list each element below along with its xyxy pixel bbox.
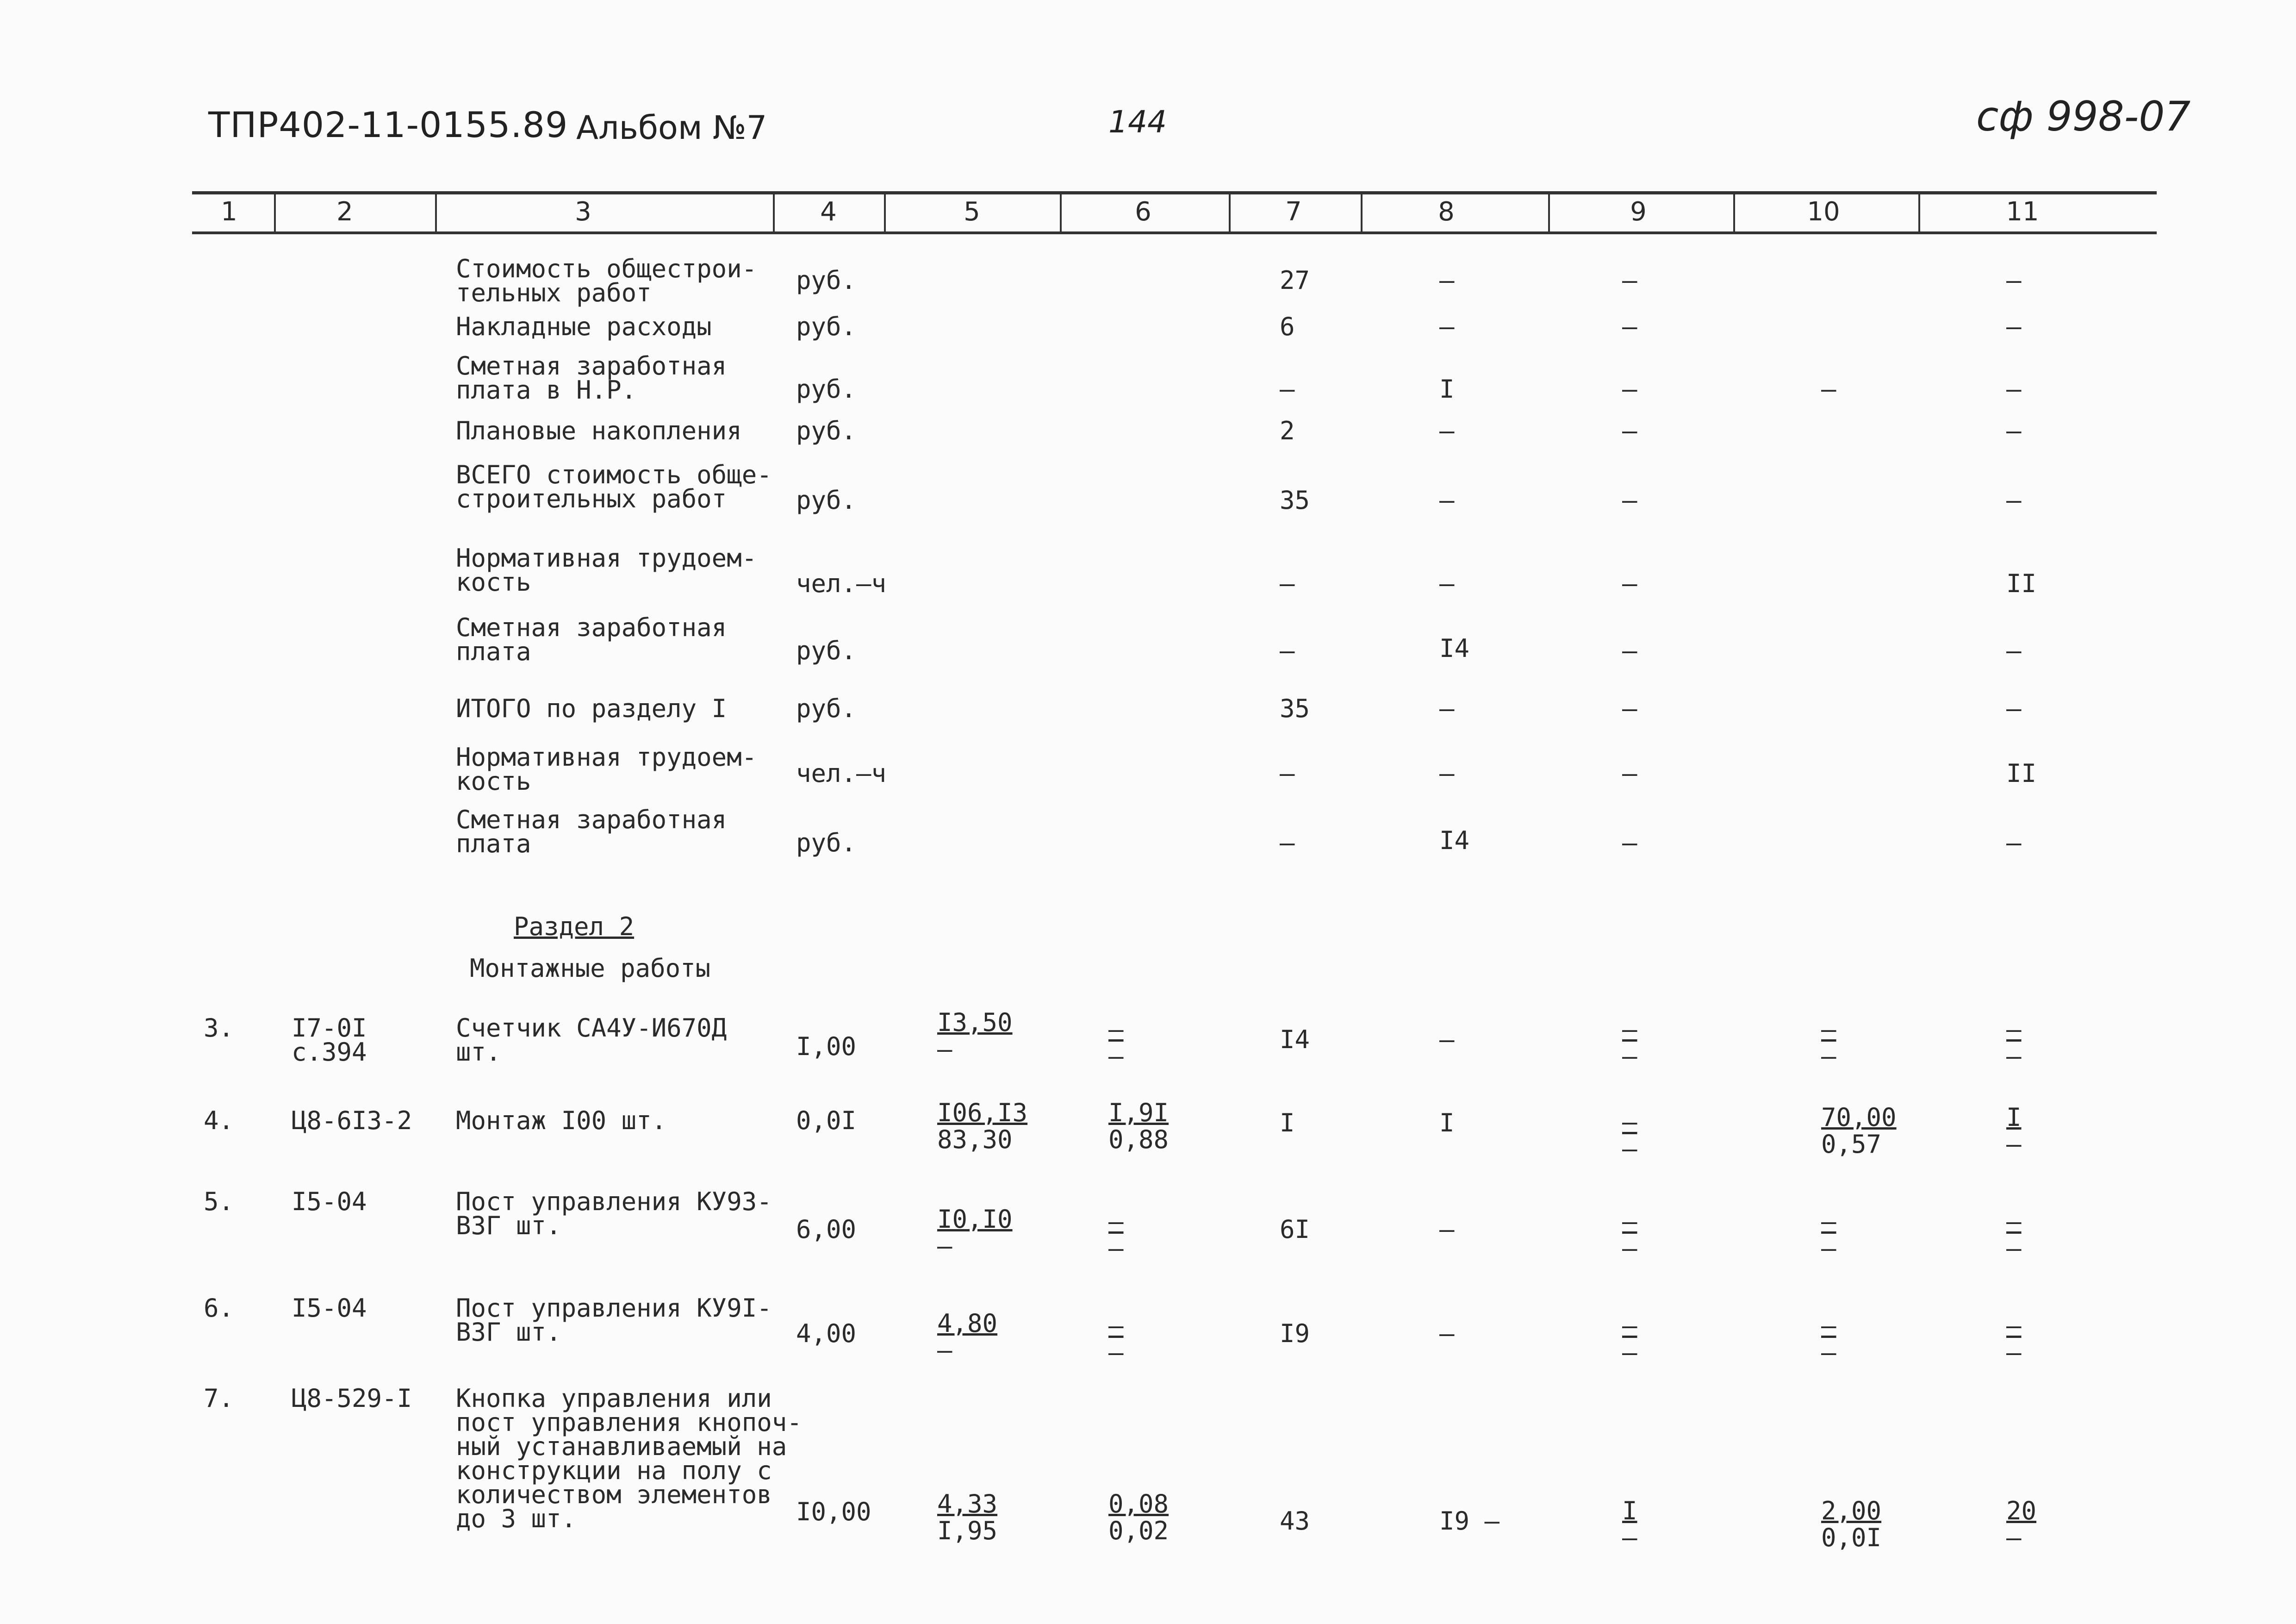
col11-upper: 20 [2006,1496,2037,1525]
row-description: Нормативная трудоем- кость [456,543,757,597]
item-code: I7-0I с.394 [292,1013,367,1067]
item-col6 [1108,1312,1124,1366]
row-col8: – [1439,486,1455,515]
row-col8: – [1439,416,1455,445]
document-code: ТПР402-11-0155.89 [208,104,568,145]
col9-upper: I [1622,1496,1637,1525]
item-code: I5-04 [292,1187,367,1216]
row-col9: – [1622,486,1637,515]
column-number: 3 [575,197,591,227]
row-unit: чел.–ч [796,759,887,788]
item-col5 [937,1310,997,1364]
col11-lower: – [2006,1523,2022,1552]
row-description: Плановые накопления [456,416,742,445]
col6-lower: – [1108,1042,1124,1071]
row-col10: – [1821,375,1836,404]
column-number: 1 [221,197,237,227]
col11-lower: – [2006,1338,2022,1367]
row-unit: руб. [796,266,857,295]
row-unit: руб. [796,636,857,665]
row-col7: – [1280,569,1295,598]
col11-lower: – [2006,1042,2022,1071]
item-number: 3. [204,1013,234,1043]
item-col7: 6I [1280,1215,1310,1244]
col10-upper: – [1821,1311,1836,1340]
item-col9 [1622,1016,1637,1070]
row-description: ИТОГО по разделу I [456,694,727,723]
row-col8: – [1439,759,1455,788]
row-unit: руб. [796,486,857,515]
col11-lower: – [2006,1130,2022,1159]
column-number: 7 [1285,197,1302,227]
row-col7: 35 [1280,694,1310,723]
section-subtitle: Монтажные работы [470,954,711,983]
item-code: Ц8-6I3-2 [292,1106,412,1135]
col10-upper: – [1821,1207,1836,1236]
row-description: Стоимость общестрои- тельных работ [456,254,757,307]
col5-lower: – [937,1336,952,1365]
item-col9 [1622,1109,1637,1162]
album-number: Альбом №7 [576,109,767,147]
row-col9: – [1622,759,1637,788]
item-col5 [937,1491,997,1544]
item-col7: I9 [1280,1319,1310,1348]
item-description: Монтаж I00 шт. [456,1106,667,1135]
item-quantity: 0,0I [796,1106,857,1135]
col10-lower: – [1821,1042,1836,1071]
col6-upper: – [1108,1015,1124,1044]
row-description: Сметная заработная плата в Н.Р. [456,351,727,405]
item-col10 [1821,1312,1836,1366]
row-col8: I4 [1439,634,1470,663]
item-col7: 43 [1280,1506,1310,1536]
row-col8: I [1439,375,1455,404]
row-col9: – [1622,312,1637,341]
col9-lower: – [1622,1134,1637,1163]
section-title: Раздел 2 [514,912,635,941]
column-number: 9 [1630,197,1647,227]
row-unit: руб. [796,312,857,341]
item-number: 6. [204,1293,234,1323]
item-col7: I4 [1280,1025,1310,1054]
col11-upper: – [2006,1207,2022,1236]
col9-upper: – [1622,1107,1637,1137]
row-col9: – [1622,636,1637,665]
item-number: 7. [204,1384,234,1413]
row-col11: – [2006,486,2022,515]
item-col8: – [1439,1215,1455,1244]
item-col5 [937,1206,1013,1260]
col10-lower: 0,0I [1821,1523,1882,1552]
column-number: 11 [2006,197,2039,227]
row-col9: – [1622,266,1637,295]
item-quantity: 4,00 [796,1319,857,1348]
column-number: 6 [1135,197,1151,227]
item-col5 [937,1009,1013,1063]
col9-lower: – [1622,1234,1637,1263]
sheet-code: сф 998-07 [1976,93,2191,140]
col10-lower: 0,57 [1821,1130,1882,1159]
col5-upper: I06,I3 [937,1098,1028,1127]
col6-lower: 0,02 [1108,1516,1169,1545]
row-col7: – [1280,759,1295,788]
item-number: 5. [204,1187,234,1216]
col11-lower: – [2006,1234,2022,1263]
item-col11 [2006,1208,2022,1262]
row-col7: – [1280,636,1295,665]
item-col8: – [1439,1025,1455,1054]
item-col7: I [1280,1108,1295,1137]
row-unit: чел.–ч [796,569,887,598]
item-col8: – [1439,1319,1455,1348]
column-number: 10 [1807,197,1840,227]
item-col8: I9 – [1439,1506,1500,1536]
item-description: Пост управления КУ93- ВЗГ шт. [456,1187,772,1240]
row-description: ВСЕГО стоимость обще- строительных работ [456,460,772,513]
row-col11: – [2006,416,2022,445]
col11-upper: – [2006,1015,2022,1044]
row-col11: – [2006,312,2022,341]
row-col8: I4 [1439,826,1470,855]
col6-upper: – [1108,1207,1124,1236]
col5-lower: 83,30 [937,1125,1013,1154]
item-quantity: I0,00 [796,1497,871,1526]
row-col8: – [1439,312,1455,341]
column-number: 4 [820,197,837,227]
col9-lower: – [1622,1523,1637,1552]
row-col11: – [2006,828,2022,857]
item-col9 [1622,1498,1637,1551]
col10-lower: – [1821,1338,1836,1367]
item-col11 [2006,1312,2022,1366]
row-unit: руб. [796,828,857,857]
item-description: Счетчик СА4У-И670Д шт. [456,1013,727,1067]
col6-upper: 0,08 [1108,1489,1169,1518]
row-description: Сметная заработная плата [456,613,727,666]
col5-lower: I,95 [937,1516,998,1545]
item-col10 [1821,1016,1836,1070]
row-description: Сметная заработная плата [456,805,727,858]
row-col11: – [2006,266,2022,295]
row-col9: – [1622,828,1637,857]
row-col11: – [2006,636,2022,665]
col5-upper: 4,80 [937,1309,998,1338]
item-col6 [1108,1208,1124,1262]
item-col8: I [1439,1108,1455,1137]
col9-lower: – [1622,1338,1637,1367]
row-col8: – [1439,694,1455,723]
item-code: I5-04 [292,1293,367,1323]
col6-lower: – [1108,1234,1124,1263]
item-col6 [1108,1099,1169,1153]
row-description: Накладные расходы [456,312,712,341]
item-col10 [1821,1498,1881,1551]
row-col7: 2 [1280,416,1295,445]
row-col9: – [1622,416,1637,445]
col5-upper: 4,33 [937,1489,998,1518]
col6-lower: 0,88 [1108,1125,1169,1154]
row-col11: II [2006,759,2037,788]
item-col10 [1821,1104,1897,1158]
col6-upper: I,9I [1108,1098,1169,1127]
item-code: Ц8-529-I [292,1384,412,1413]
col9-upper: – [1622,1311,1637,1340]
item-col9 [1622,1312,1637,1366]
row-col7: – [1280,375,1295,404]
row-col7: – [1280,828,1295,857]
item-col9 [1622,1208,1637,1262]
item-col6 [1108,1491,1169,1544]
col10-upper: 2,00 [1821,1496,1882,1525]
row-col9: – [1622,569,1637,598]
col11-upper: I [2006,1103,2022,1132]
column-number: 5 [964,197,980,227]
item-col6 [1108,1016,1124,1070]
col10-upper: 70,00 [1821,1103,1897,1132]
column-number: 2 [336,197,353,227]
row-col11: – [2006,694,2022,723]
col9-upper: – [1622,1015,1637,1044]
row-col7: 6 [1280,312,1295,341]
row-unit: руб. [796,694,857,723]
col5-upper: I3,50 [937,1008,1013,1037]
item-description: Кнопка управления или пост управления кнопоч- ный устанавливаемый на конструкции на полу с количеством элементов до 3 шт. [456,1384,802,1533]
col9-lower: – [1622,1042,1637,1071]
item-col10 [1821,1208,1836,1262]
row-col11: II [2006,569,2037,598]
item-number: 4. [204,1106,234,1135]
col10-lower: – [1821,1234,1836,1263]
item-quantity: I,00 [796,1032,857,1061]
item-col11 [2006,1104,2022,1158]
row-unit: руб. [796,416,857,445]
row-col7: 27 [1280,266,1310,295]
col5-lower: – [937,1035,952,1064]
row-unit: руб. [796,375,857,404]
row-col9: – [1622,375,1637,404]
row-col11: – [2006,375,2022,404]
row-col9: – [1622,694,1637,723]
row-col7: 35 [1280,486,1310,515]
col5-lower: – [937,1231,952,1261]
row-col8: – [1439,266,1455,295]
column-number: 8 [1438,197,1455,227]
col6-upper: – [1108,1311,1124,1340]
item-col5 [937,1099,1027,1153]
item-description: Пост управления КУ9I- ВЗГ шт. [456,1293,772,1347]
item-col11 [2006,1016,2022,1070]
row-col8: – [1439,569,1455,598]
page-number: 144 [1108,104,1167,140]
col11-upper: – [2006,1311,2022,1340]
row-description: Нормативная трудоем- кость [456,743,757,796]
col6-lower: – [1108,1338,1124,1367]
col10-upper: – [1821,1015,1836,1044]
col9-upper: – [1622,1207,1637,1236]
col5-upper: I0,I0 [937,1205,1013,1234]
item-quantity: 6,00 [796,1215,857,1244]
item-col11 [2006,1498,2036,1551]
